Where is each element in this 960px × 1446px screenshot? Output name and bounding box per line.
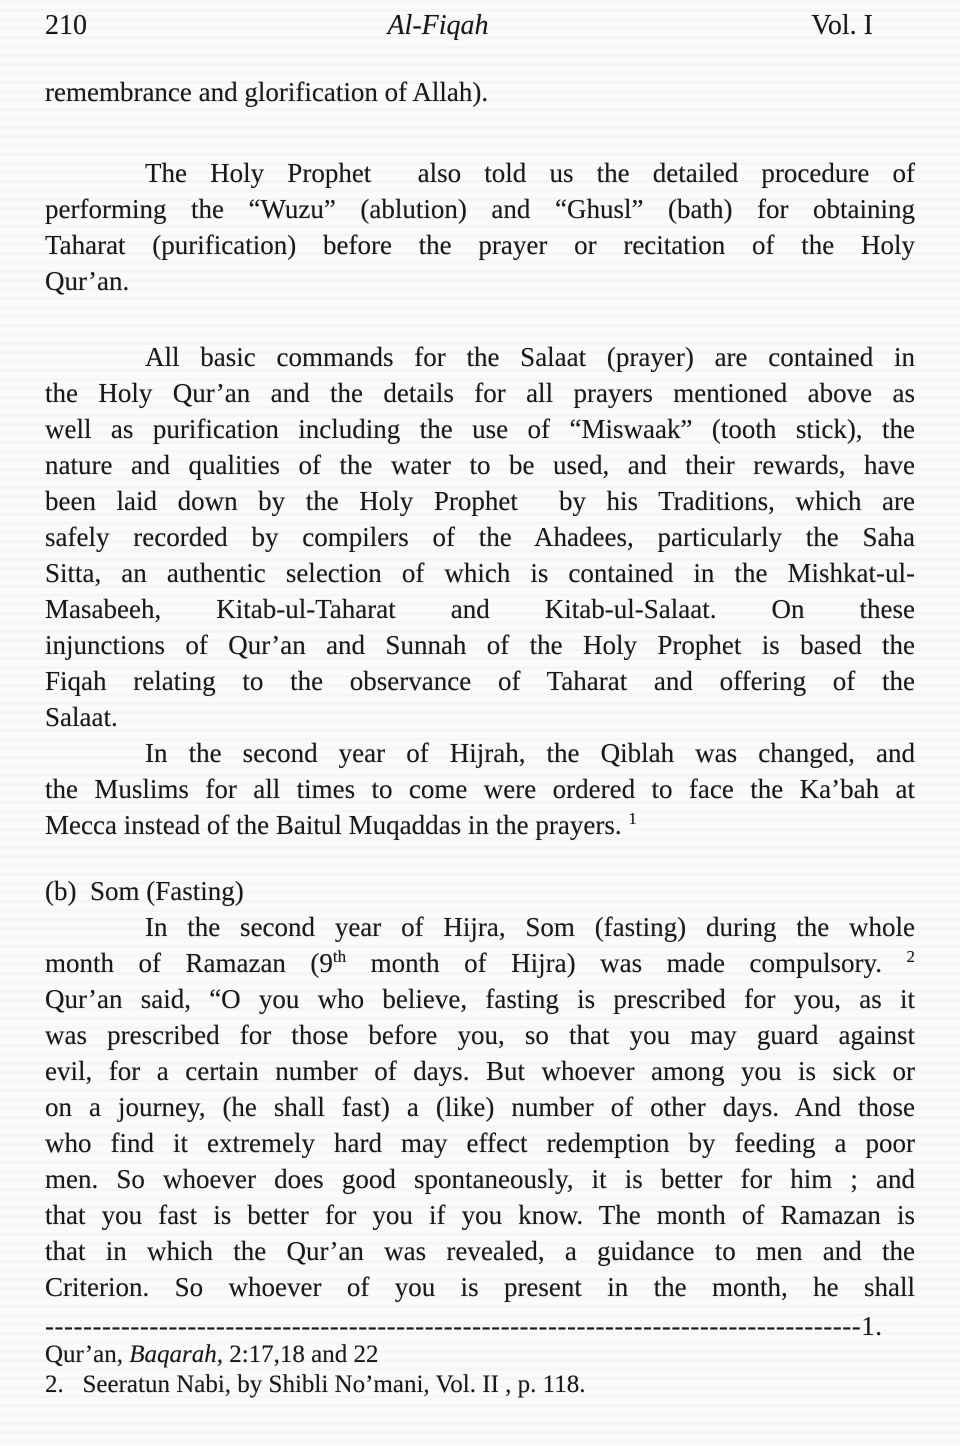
text-line: In the second year of Hijra, Som (fasting) during the whole: [145, 912, 915, 942]
text-line: Fiqah relating to the observance of Taharat and offering of the: [45, 666, 915, 696]
section-heading-som-fasting: (b) Som (Fasting): [45, 876, 244, 906]
text-line: performing the “Wuzu” (ablution) and “Ghusl” (bath) for obtaining: [45, 194, 915, 224]
text-line: Taharat (purification) before the prayer or recitation of the Holy: [45, 230, 915, 260]
text-line: Qur’an said, “O you who believe, fasting is prescribed for you, as it: [45, 984, 915, 1014]
page-number: 210: [45, 10, 87, 41]
text-line: that you fast is better for you if you know. The month of Ramazan is: [45, 1200, 915, 1230]
text-line: Sitta, an authentic selection of which is contained in the Mishkat-ul-: [45, 558, 915, 588]
text-line: Qur’an.: [45, 266, 130, 296]
text-line: Salaat.: [45, 702, 118, 732]
footnote-2: 2. Seeratun Nabi, by Shibli No’mani, Vol. II , p. 118.: [45, 1371, 586, 1398]
text-line: [45, 945, 915, 981]
text-line: was prescribed for those before you, so that you may guard against: [45, 1020, 915, 1050]
text-segment: month of Hijra) was made compulsory.: [346, 948, 907, 978]
text-line: on a journey, (he shall fast) a (like) number of other days. And those: [45, 1092, 915, 1122]
text-line: safely recorded by compilers of the Ahadees, particularly the Saha: [45, 522, 915, 552]
text-line: The Holy Prophet also told us the detailed procedure of: [145, 158, 915, 188]
text-line: evil, for a certain number of days. But whoever among you is sick or: [45, 1056, 915, 1086]
citation-title: Baqarah,: [129, 1341, 223, 1368]
paragraph-wuzu-ghusl: [45, 155, 915, 299]
text-segment: 2:17,18 and 22: [222, 1341, 379, 1368]
text-line: injunctions of Qur’an and Sunnah of the Holy Prophet is based the: [45, 630, 915, 660]
paragraph-continuation: [45, 74, 915, 110]
paragraph-som-fasting: [45, 909, 915, 1305]
text-line: nature and qualities of the water to be used, and their rewards, have: [45, 450, 915, 480]
text-line: In the second year of Hijrah, the Qiblah was changed, and: [145, 738, 915, 768]
footnote-ref-1: 1: [628, 809, 637, 828]
text-segment: month of Ramazan (9: [45, 948, 333, 978]
text-line: the Muslims for all times to come were ordered to face the Ka’bah at: [45, 774, 915, 804]
paragraph-salaat-commands: [45, 339, 915, 735]
text-line: been laid down by the Holy Prophet by his Traditions, which are: [45, 486, 915, 516]
footnote-separator: [45, 1312, 915, 1340]
text-segment: Qur’an,: [45, 1341, 130, 1368]
page-header: [45, 8, 915, 44]
text-line: Masabeeh, Kitab-ul-Taharat and Kitab-ul-Salaat. On these: [45, 594, 915, 624]
text-line: well as purification including the use of “Miswaak” (tooth stick), the: [45, 414, 915, 444]
text-line: the Holy Qur’an and the details for all prayers mentioned above as: [45, 378, 915, 408]
text-line: Criterion. So whoever of you is present in the month, he shall: [45, 1272, 915, 1302]
text-line: who find it extremely hard may effect redemption by feeding a poor: [45, 1128, 915, 1158]
volume-label: Vol. I: [811, 10, 873, 41]
ordinal-superscript: th: [332, 947, 347, 966]
paragraph-qiblah-change: [45, 735, 915, 843]
footnote-ref-2: 2: [906, 947, 916, 966]
text-line: remembrance and glorification of Allah).: [45, 77, 489, 107]
book-title: Al-Fiqah: [387, 10, 489, 41]
separator-footnote-number: 1.: [861, 1312, 883, 1340]
separator-dashes: --------------------------------------------------------------------------------------: [45, 1312, 862, 1340]
text-line: [45, 807, 915, 843]
text-segment: Mecca instead of the Baitul Muqaddas in the prayers.: [45, 810, 629, 840]
text-line: men. So whoever does good spontaneously, it is better for him ; and: [45, 1164, 915, 1194]
text-line: that in which the Qur’an was revealed, a guidance to men and the: [45, 1236, 915, 1266]
text-line: All basic commands for the Salaat (prayer) are contained in: [145, 342, 915, 372]
footnote-1: [45, 1340, 915, 1370]
